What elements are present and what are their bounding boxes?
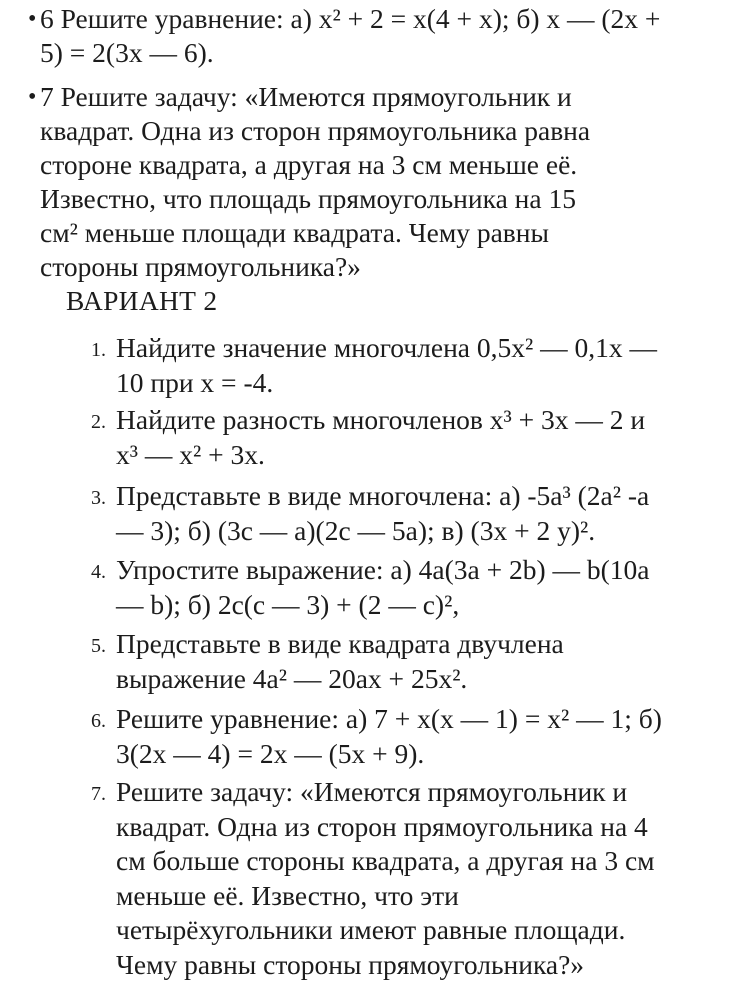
task-7-line-1: 7 Решите задачу: «Имеются прямоугольник и (40, 81, 572, 112)
item-number: 1. (91, 339, 106, 361)
item-line: Решите задачу: «Имеются прямоугольник и (116, 776, 628, 807)
bullet-marker: • (28, 84, 37, 110)
variant-item-2 (91, 403, 706, 472)
item-number: 7. (91, 783, 106, 805)
item-line: Найдите значение многочлена 0,5x² — 0,1x — (116, 332, 658, 363)
task-6-line-2: 5) = 2(3x — 6). (40, 37, 214, 68)
task-6-line-1: 6 Решите уравнение: а) x² + 2 = x(4 + x); б) x — (2x + (40, 3, 661, 34)
item-line: Чему равны стороны прямоугольника?» (116, 948, 585, 980)
task-7-line-4: Известно, что площадь прямоугольника на 15 (40, 183, 576, 214)
task-7-line-5: см² меньше площади квадрата. Чему равны (40, 217, 549, 248)
item-line: 10 при x = -4. (116, 366, 274, 398)
task-7-line-2: квадрат. Одна из сторон прямоугольника равна (40, 115, 591, 146)
task-7-line-3: стороне квадрата, а другая на 3 см меньше её. (40, 149, 578, 180)
item-number: 4. (91, 561, 106, 583)
item-line: — 3); б) (3c — a)(2c — 5a); в) (3x + 2 y)². (116, 514, 596, 546)
variant-item-5 (91, 627, 706, 696)
item-line: Представьте в виде многочлена: а) -5a³ (2a² -a (116, 480, 650, 511)
variant-item-4 (91, 553, 706, 622)
variant-item-7 (91, 775, 706, 982)
variant-item-3 (91, 479, 706, 548)
task-6 (28, 2, 710, 70)
item-line: x³ — x² + 3x. (116, 438, 265, 470)
item-line: см больше стороны квадрата, а другая на 3 см (116, 845, 655, 876)
task-7-line-6: стороны прямоугольника?» (40, 251, 361, 282)
variant-item-6 (91, 702, 706, 771)
item-number: 5. (91, 635, 106, 657)
item-line: Упростите выражение: а) 4a(3a + 2b) — b(10a (116, 554, 650, 585)
item-line: меньше её. Известно, что эти (116, 879, 459, 911)
item-line: четырёхугольники имеют равные площади. (116, 914, 626, 945)
item-line: выражение 4a² — 20ax + 25x². (116, 662, 468, 694)
bullet-marker: • (28, 6, 37, 32)
item-line: Представьте в виде квадрата двучлена (116, 628, 564, 659)
task-7 (28, 80, 710, 284)
item-line: Найдите разность многочленов x³ + 3x — 2 и (116, 404, 646, 435)
item-line: квадрат. Одна из сторон прямоугольника на 4 (116, 810, 648, 842)
item-number: 6. (91, 710, 106, 732)
variant-item-1 (91, 331, 706, 400)
item-line: — b); б) 2c(c — 3) + (2 — c)², (116, 588, 460, 620)
variant-heading: ВАРИАНТ 2 (66, 285, 218, 316)
item-number: 3. (91, 487, 106, 509)
item-number: 2. (91, 411, 106, 433)
item-line: 3(2x — 4) = 2x — (5x + 9). (116, 737, 425, 769)
item-line: Решите уравнение: а) 7 + x(x — 1) = x² — 1; б) (116, 703, 662, 734)
